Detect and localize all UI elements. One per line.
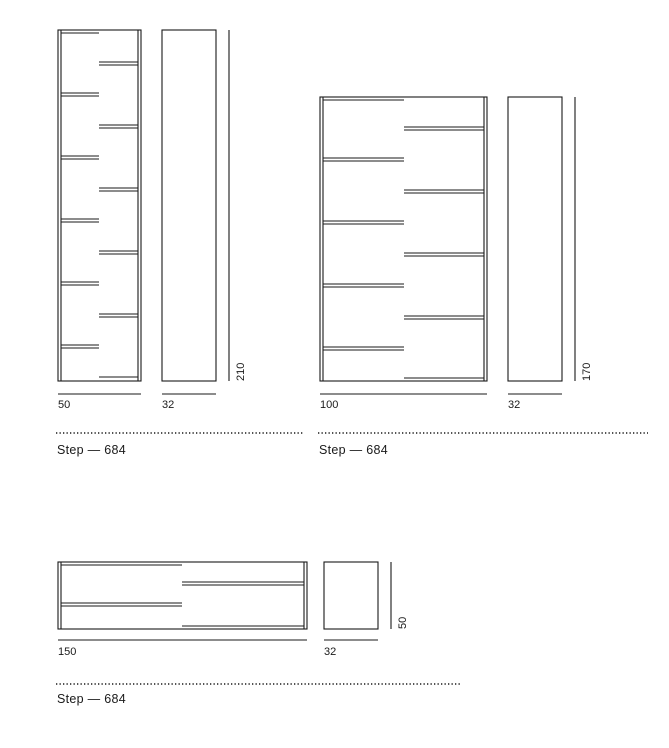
unit-3-width-label: 150 [58,646,77,658]
unit-1-caption: Step — 684 [57,443,127,457]
unit-1-shelves [61,33,138,377]
unit-1-width-label: 50 [58,399,71,411]
unit-1-height-label: 210 [235,362,247,381]
unit-1 [56,30,303,433]
unit-1-side-view [162,30,216,381]
unit-1-front-view [58,30,141,381]
unit-2-side-view [508,97,562,381]
unit-2-width-label: 100 [320,399,339,411]
unit-2-caption: Step — 684 [319,443,389,457]
unit-3-shelves [61,565,304,626]
unit-1-depth-label: 32 [162,399,175,411]
unit-3-depth-label: 32 [324,646,337,658]
unit-3-side-view [324,562,378,629]
unit-2-shelves [323,100,484,378]
unit-2-front-view [320,97,487,381]
unit-2-depth-label: 32 [508,399,521,411]
unit-3-height-label: 50 [397,616,409,629]
unit-3-front-view [58,562,307,629]
unit-3-caption: Step — 684 [57,692,127,706]
unit-2 [318,97,648,433]
unit-2-height-label: 170 [581,362,593,381]
